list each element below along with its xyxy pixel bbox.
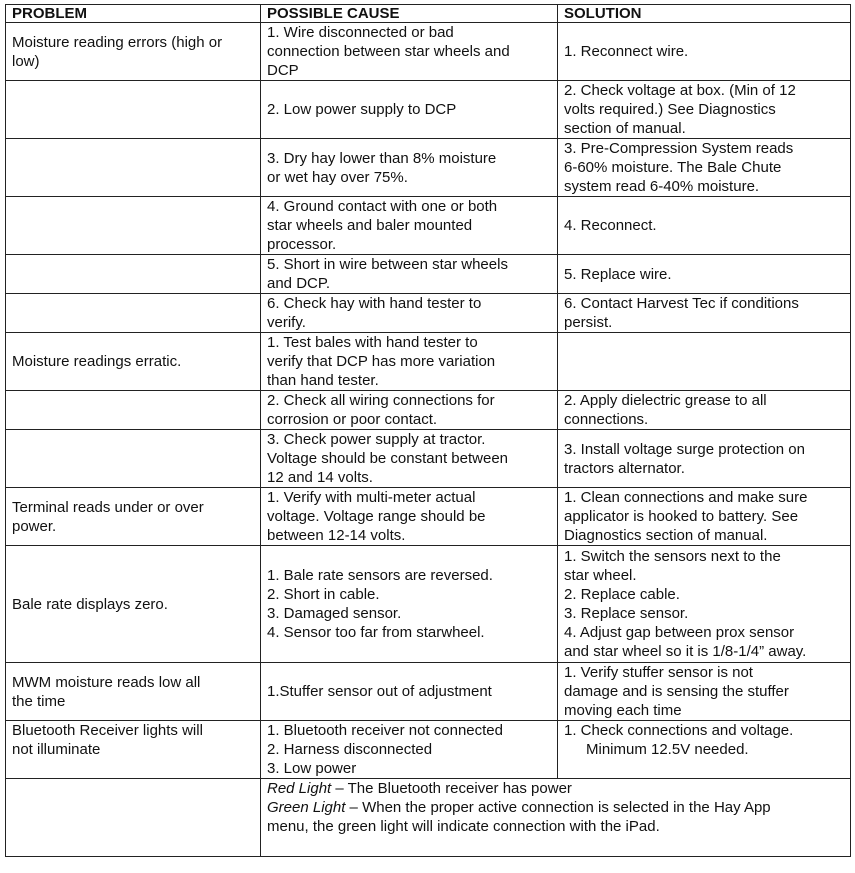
cause-cell: 1. Wire disconnected or bad connection between star wheels and DCP <box>261 23 558 81</box>
header-cause: POSSIBLE CAUSE <box>261 5 558 23</box>
cause-cell: 3. Check power supply at tractor. Voltage should be constant between 12 and 14 volts. <box>261 430 558 488</box>
problem-cell <box>6 430 261 488</box>
red-light-text: – The Bluetooth receiver has power <box>331 780 572 797</box>
table-row <box>6 430 851 488</box>
solution-cell: 4. Reconnect. <box>558 197 851 255</box>
problem-cell: MWM moisture reads low all the time <box>6 663 261 721</box>
table-row <box>6 81 851 139</box>
green-light-label: Green Light <box>267 799 346 816</box>
solution-cell: 2. Apply dielectric grease to all connections. <box>558 391 851 430</box>
problem-cell: Bluetooth Receiver lights will not illuminate <box>6 721 261 779</box>
green-light-text: – When the proper active connection is selected in the Hay App <box>345 799 771 816</box>
header-problem: PROBLEM <box>6 5 261 23</box>
problem-cell: Bale rate displays zero. <box>6 546 261 663</box>
header-solution: SOLUTION <box>558 5 851 23</box>
problem-cell <box>6 255 261 294</box>
cause-cell: 3. Dry hay lower than 8% moisture or wet hay over 75%. <box>261 139 558 197</box>
table-row <box>6 546 851 663</box>
header-row <box>6 5 851 23</box>
solution-cell: 1. Switch the sensors next to the star wheel. 2. Replace cable. 3. Replace sensor. 4. Adjust gap between prox sensor and star wheel so it is 1/8-1/4” away. <box>558 546 851 663</box>
cause-cell: 1. Bale rate sensors are reversed. 2. Short in cable. 3. Damaged sensor. 4. Sensor too far from starwheel. <box>261 546 558 663</box>
problem-cell <box>6 294 261 333</box>
solution-cell: 3. Pre-Compression System reads 6-60% moisture. The Bale Chute system read 6-40% moisture. <box>558 139 851 197</box>
table-row <box>6 333 851 391</box>
troubleshooting-table <box>5 4 851 857</box>
solution-cell: 2. Check voltage at box. (Min of 12 volts required.) See Diagnostics section of manual. <box>558 81 851 139</box>
problem-cell <box>6 391 261 430</box>
cause-cell: 2. Low power supply to DCP <box>261 81 558 139</box>
solution-cell: 1. Clean connections and make sure applicator is hooked to battery. See Diagnostics section of manual. <box>558 488 851 546</box>
solution-cell: 5. Replace wire. <box>558 255 851 294</box>
problem-cell: Terminal reads under or over power. <box>6 488 261 546</box>
table-row <box>6 721 851 779</box>
cause-cell: 4. Ground contact with one or both star wheels and baler mounted processor. <box>261 197 558 255</box>
solution-cell: 3. Install voltage surge protection on tractors alternator. <box>558 430 851 488</box>
cause-cell: 2. Check all wiring connections for corrosion or poor contact. <box>261 391 558 430</box>
problem-cell <box>6 779 261 857</box>
table-row <box>6 23 851 81</box>
green-light-text-continued: menu, the green light will indicate connection with the iPad. <box>267 818 660 835</box>
problem-cell <box>6 197 261 255</box>
bluetooth-light-note-row <box>6 779 851 857</box>
solution-cell: 1. Reconnect wire. <box>558 23 851 81</box>
problem-cell <box>6 81 261 139</box>
problem-cell: Moisture reading errors (high or low) <box>6 23 261 81</box>
solution-cell: 1. Check connections and voltage. Minimum 12.5V needed. <box>558 721 851 779</box>
problem-cell <box>6 139 261 197</box>
cause-cell: 1. Test bales with hand tester to verify that DCP has more variation than hand tester. <box>261 333 558 391</box>
table-row <box>6 391 851 430</box>
cause-cell: 1.Stuffer sensor out of adjustment <box>261 663 558 721</box>
solution-cell: 1. Verify stuffer sensor is not damage and is sensing the stuffer moving each time <box>558 663 851 721</box>
solution-cell: 6. Contact Harvest Tec if conditions persist. <box>558 294 851 333</box>
table-row <box>6 488 851 546</box>
problem-cell: Moisture readings erratic. <box>6 333 261 391</box>
table-row <box>6 139 851 197</box>
cause-cell: 5. Short in wire between star wheels and DCP. <box>261 255 558 294</box>
table-row <box>6 255 851 294</box>
table-row <box>6 294 851 333</box>
cause-cell: 6. Check hay with hand tester to verify. <box>261 294 558 333</box>
cause-cell: 1. Verify with multi-meter actual voltage. Voltage range should be between 12-14 volts. <box>261 488 558 546</box>
solution-cell <box>558 333 851 391</box>
note-cell <box>261 779 851 857</box>
table-row <box>6 197 851 255</box>
cause-cell: 1. Bluetooth receiver not connected 2. Harness disconnected 3. Low power <box>261 721 558 779</box>
red-light-label: Red Light <box>267 780 332 797</box>
table-row <box>6 663 851 721</box>
